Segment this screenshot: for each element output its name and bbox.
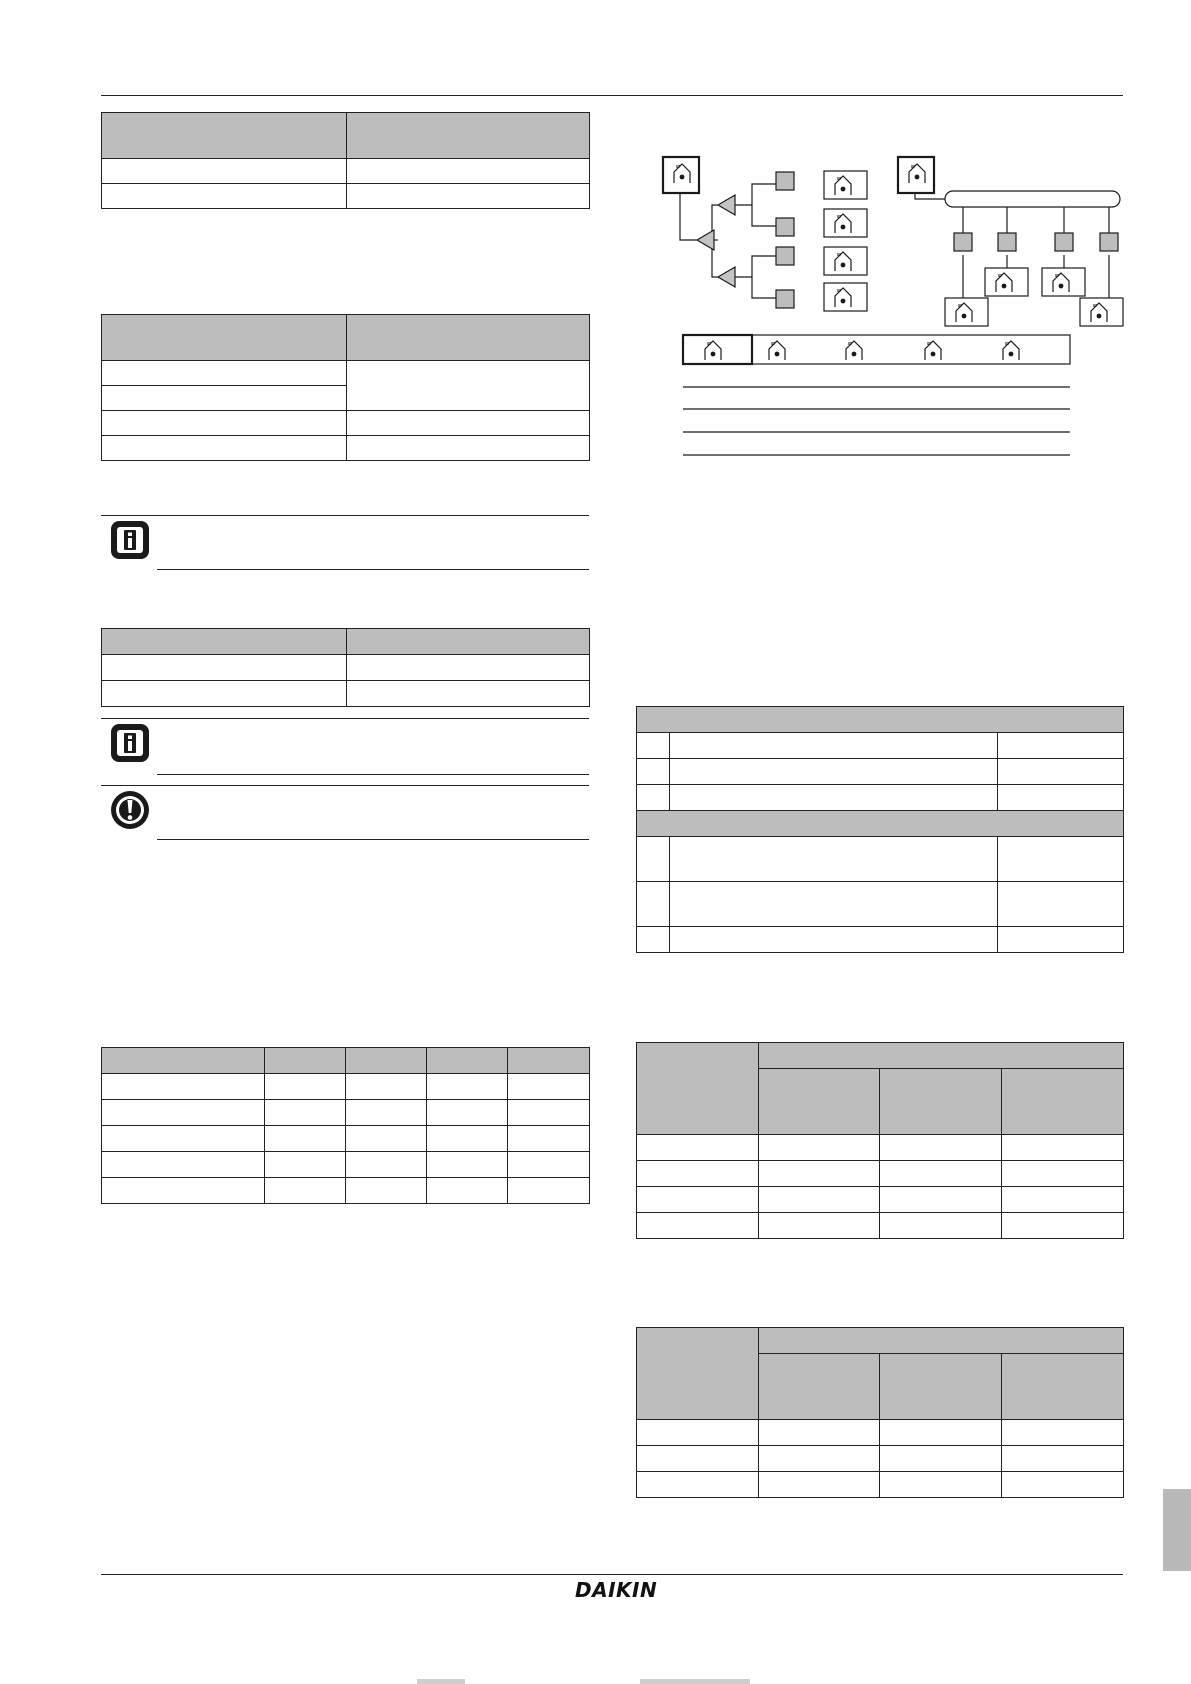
table-c xyxy=(101,628,590,707)
table-row xyxy=(637,1135,1124,1161)
table-section-header xyxy=(637,811,1124,837)
header-rule xyxy=(101,95,1123,96)
table-row xyxy=(102,1126,590,1152)
table-row xyxy=(637,1420,1124,1446)
table-row xyxy=(102,1074,590,1100)
table-row xyxy=(637,1446,1124,1472)
table-row xyxy=(102,1178,590,1204)
table-g xyxy=(636,1327,1124,1498)
table-f xyxy=(636,1042,1124,1239)
table-row xyxy=(637,837,1124,882)
table-header-row xyxy=(102,629,590,655)
table-row xyxy=(102,159,590,184)
table-row xyxy=(102,411,590,436)
table-row xyxy=(637,927,1124,953)
table-row xyxy=(637,785,1124,811)
table-row xyxy=(102,655,590,681)
footer-rule xyxy=(101,1574,1123,1575)
chapter-tab xyxy=(1163,1489,1191,1571)
table-row xyxy=(637,759,1124,785)
table-header-row xyxy=(637,1043,1124,1069)
table-row xyxy=(102,681,590,707)
table-row xyxy=(637,1472,1124,1498)
table-row xyxy=(637,882,1124,927)
table-e xyxy=(636,706,1124,953)
table-row xyxy=(102,361,590,386)
table-row xyxy=(102,1100,590,1126)
table-row xyxy=(102,436,590,461)
table-row xyxy=(102,184,590,209)
table-a xyxy=(101,112,590,209)
info-note xyxy=(101,718,589,775)
brand-logo: DAIKIN xyxy=(575,1578,658,1602)
exclamation-icon xyxy=(109,789,151,831)
scan-artifact xyxy=(640,1679,750,1684)
table-header-row xyxy=(637,1328,1124,1354)
system-diagram xyxy=(640,148,1130,460)
warning-note xyxy=(101,785,589,840)
table-row xyxy=(637,733,1124,759)
info-note xyxy=(101,515,589,570)
table-row xyxy=(637,1161,1124,1187)
table-b xyxy=(101,314,590,461)
table-section-header xyxy=(637,707,1124,733)
info-icon xyxy=(109,722,151,764)
table-d xyxy=(101,1047,590,1204)
table-header-row xyxy=(102,315,590,361)
table-header-row xyxy=(102,1048,590,1074)
table-row xyxy=(637,1213,1124,1239)
table-row xyxy=(637,1187,1124,1213)
scan-artifact xyxy=(417,1679,465,1684)
table-row xyxy=(102,1152,590,1178)
info-icon xyxy=(109,519,151,561)
table-header-row xyxy=(102,113,590,159)
